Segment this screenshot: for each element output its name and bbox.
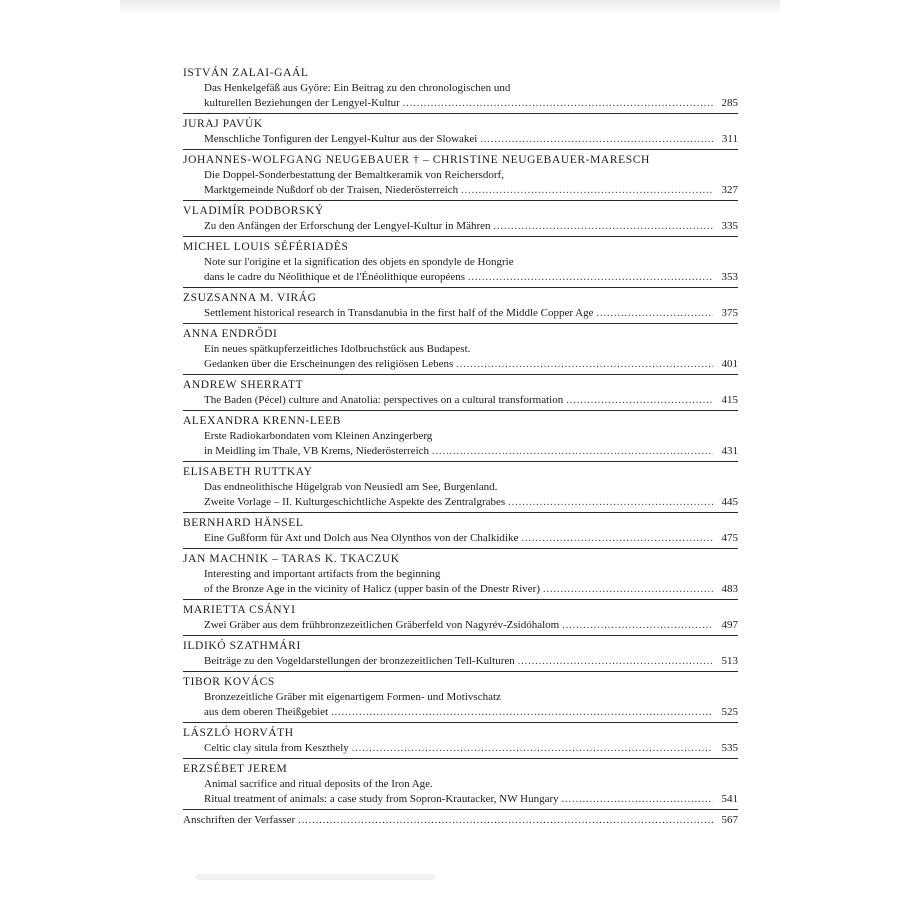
dot-leader: [566, 393, 713, 408]
page-number: 285: [721, 97, 738, 109]
dot-leader: [461, 183, 713, 198]
title-text: Gedanken über die Erscheinungen des religiösen Lebens: [204, 358, 454, 370]
entry-author: ELISABETH RUTTKAY: [183, 466, 313, 478]
title-line: Das Henkelgefäß aus Györe: Ein Beitrag zu den chronologischen und: [204, 82, 511, 94]
title-text: Menschliche Tonfiguren der Lengyel-Kultur aus der Slowakei: [204, 133, 478, 145]
title-text: Settlement historical research in Transdanubia in the first half of the Middle Copper Age: [204, 307, 594, 319]
entry-author: ALEXANDRA KRENN-LEEB: [183, 415, 341, 427]
dot-leader: [597, 306, 714, 321]
dot-leader: [480, 132, 713, 147]
page-number: 335: [721, 220, 738, 232]
dot-leader: [403, 96, 713, 111]
title-line: [204, 306, 738, 321]
title-line: [204, 444, 738, 459]
title-line: [204, 654, 738, 669]
title-text: Marktgemeinde Nußdorf ob der Traisen, Niederösterreich: [204, 184, 459, 196]
title-line: [204, 96, 738, 111]
entry-author: ISTVÁN ZALAI-GAÁL: [183, 67, 309, 79]
page-number: 541: [721, 793, 738, 805]
title-line: Bronzezeitliche Gräber mit eigenartigem Formen- und Motivschatz: [204, 691, 501, 703]
page-number: 401: [721, 358, 738, 370]
toc-entry: [183, 636, 738, 672]
toc-entry: [183, 375, 738, 411]
toc-entry: [183, 513, 738, 549]
dot-leader: [331, 705, 713, 720]
page-number: 445: [721, 496, 738, 508]
entry-title: [183, 81, 738, 111]
page-number: 311: [721, 133, 738, 145]
entry-title: [183, 618, 738, 633]
title-line: Animal sacrifice and ritual deposits of the Iron Age.: [204, 778, 433, 790]
title-line: [204, 792, 738, 807]
title-text: of the Bronze Age in the vicinity of Halicz (upper basin of the Dnestr River): [204, 583, 541, 595]
title-text: Beiträge zu den Vogeldarstellungen der bronzezeitlichen Tell-Kulturen: [204, 655, 515, 667]
toc-entry: [183, 549, 738, 600]
page-number: 483: [721, 583, 738, 595]
dot-leader: [432, 444, 713, 459]
entry-author: LÁSZLÓ HORVÁTH: [183, 727, 294, 739]
title-text: Zwei Gräber aus dem frühbronzezeitlichen Gräberfeld von Nagyrév-Zsidóhalom: [204, 619, 560, 631]
title-text: Zu den Anfängen der Erforschung der Lengyel-Kultur in Mähren: [204, 220, 491, 232]
entry-title: [183, 429, 738, 459]
entry-author: ERZSÉBET JEREM: [183, 763, 288, 775]
entry-title: [183, 132, 738, 147]
dot-leader: [298, 813, 713, 828]
entry-author: ILDIKÓ SZATHMÁRI: [183, 640, 301, 652]
title-text: dans le cadre du Néolithique et de l'Énéolithique européens: [204, 271, 466, 283]
toc-entry: [183, 672, 738, 723]
title-line: [204, 393, 738, 408]
page-number: 327: [721, 184, 738, 196]
page-number: 353: [721, 271, 738, 283]
entry-title: [183, 393, 738, 408]
dot-leader: [508, 495, 713, 510]
entry-title: [183, 531, 738, 546]
entry-title: [183, 306, 738, 321]
page-number: 525: [721, 706, 738, 718]
toc-entry: [183, 288, 738, 324]
title-line: [204, 357, 738, 372]
toc-entry: [183, 237, 738, 288]
dot-leader: [543, 582, 713, 597]
entry-author: ZSUZSANNA M. VIRÁG: [183, 292, 317, 304]
entry-author: JAN MACHNIK – TARAS K. TKACZUK: [183, 553, 400, 565]
toc-entry: [183, 411, 738, 462]
entry-author: JURAJ PAVÚK: [183, 118, 263, 130]
title-line: [204, 705, 738, 720]
title-line: [204, 132, 738, 147]
entry-author: TIBOR KOVÁCS: [183, 676, 275, 688]
page-number: 415: [721, 394, 738, 406]
title-text: Celtic clay situla from Keszthely: [204, 742, 349, 754]
title-text: Zweite Vorlage – II. Kulturgeschichtliche Aspekte des Zentralgrabes: [204, 496, 506, 508]
title-line: [204, 495, 738, 510]
page-number: 375: [721, 307, 738, 319]
page-top-edge: [120, 0, 780, 14]
title-line: [204, 741, 738, 756]
entry-title: [183, 690, 738, 720]
entry-title: [183, 654, 738, 669]
page-number: 567: [721, 814, 738, 826]
page-number: 431: [721, 445, 738, 457]
entry-author: ANNA ENDRŐDI: [183, 328, 278, 340]
faded-bleed-through: [195, 874, 435, 880]
page-number: 513: [721, 655, 738, 667]
dot-leader: [521, 531, 713, 546]
entry-title: [183, 567, 738, 597]
entry-author: MARIETTA CSÁNYI: [183, 604, 296, 616]
entry-author: VLADIMÍR PODBORSKÝ: [183, 205, 324, 217]
title-text: Ritual treatment of animals: a case study from Sopron-Krautacker, NW Hungary: [204, 793, 559, 805]
entry-title: [183, 219, 738, 234]
entry-author: MICHEL LOUIS SÉFÉRIADÈS: [183, 241, 349, 253]
title-line: Das endneolithische Hügelgrab von Neusiedl am See, Burgenland.: [204, 481, 498, 493]
dot-leader: [468, 270, 713, 285]
title-line: [204, 183, 738, 198]
entry-title: [183, 342, 738, 372]
table-of-contents: [183, 66, 738, 828]
entry-author: ANDREW SHERRATT: [183, 379, 304, 391]
dot-leader: [352, 741, 713, 756]
title-line: Die Doppel-Sonderbestattung der Bemaltkeramik von Reichersdorf,: [204, 169, 504, 181]
title-line: [204, 270, 738, 285]
dot-leader: [562, 618, 713, 633]
toc-entry: [183, 324, 738, 375]
page-number: 475: [721, 532, 738, 544]
page-number: 535: [721, 742, 738, 754]
dot-leader: [562, 792, 713, 807]
entry-author: JOHANNES-WOLFGANG NEUGEBAUER † – CHRISTINE NEUGEBAUER-MARESCH: [183, 154, 650, 166]
toc-entry: [183, 201, 738, 237]
toc-entry: [183, 600, 738, 636]
title-line: Ein neues spätkupferzeitliches Idolbruchstück aus Budapest.: [204, 343, 471, 355]
title-text: in Meidling im Thale, VB Krems, Niederösterreich: [204, 445, 430, 457]
title-line: [204, 531, 738, 546]
entry-title: [183, 255, 738, 285]
dot-leader: [494, 219, 713, 234]
page-number: 497: [721, 619, 738, 631]
title-line: [204, 618, 738, 633]
title-line: Erste Radiokarbondaten vom Kleinen Anzingerberg: [204, 430, 433, 442]
entry-title: [183, 777, 738, 807]
title-text: aus dem oberen Theißgebiet: [204, 706, 329, 718]
title-text: Eine Gußform für Axt und Dolch aus Nea Olynthos von der Chalkidike: [204, 532, 519, 544]
toc-entry: [183, 462, 738, 513]
final-entry-label: Anschriften der Verfasser: [183, 814, 296, 826]
entry-title: [183, 480, 738, 510]
title-line: [204, 219, 738, 234]
dot-leader: [518, 654, 713, 669]
title-text: The Baden (Pécel) culture and Anatolia: perspectives on a cultural transformation: [204, 394, 564, 406]
entry-title: [183, 741, 738, 756]
title-line: Interesting and important artifacts from the beginning: [204, 568, 441, 580]
entry-author: BERNHARD HÄNSEL: [183, 517, 304, 529]
toc-entry: [183, 114, 738, 150]
entry-title: [183, 168, 738, 198]
toc-entry: [183, 723, 738, 759]
toc-entry: [183, 150, 738, 201]
final-entry: [183, 810, 738, 828]
toc-entry: [183, 66, 738, 114]
toc-entry: [183, 759, 738, 810]
title-text: kulturellen Beziehungen der Lengyel-Kultur: [204, 97, 400, 109]
title-line: Note sur l'origine et la signification des objets en spondyle de Hongrie: [204, 256, 514, 268]
dot-leader: [456, 357, 713, 372]
title-line: [204, 582, 738, 597]
